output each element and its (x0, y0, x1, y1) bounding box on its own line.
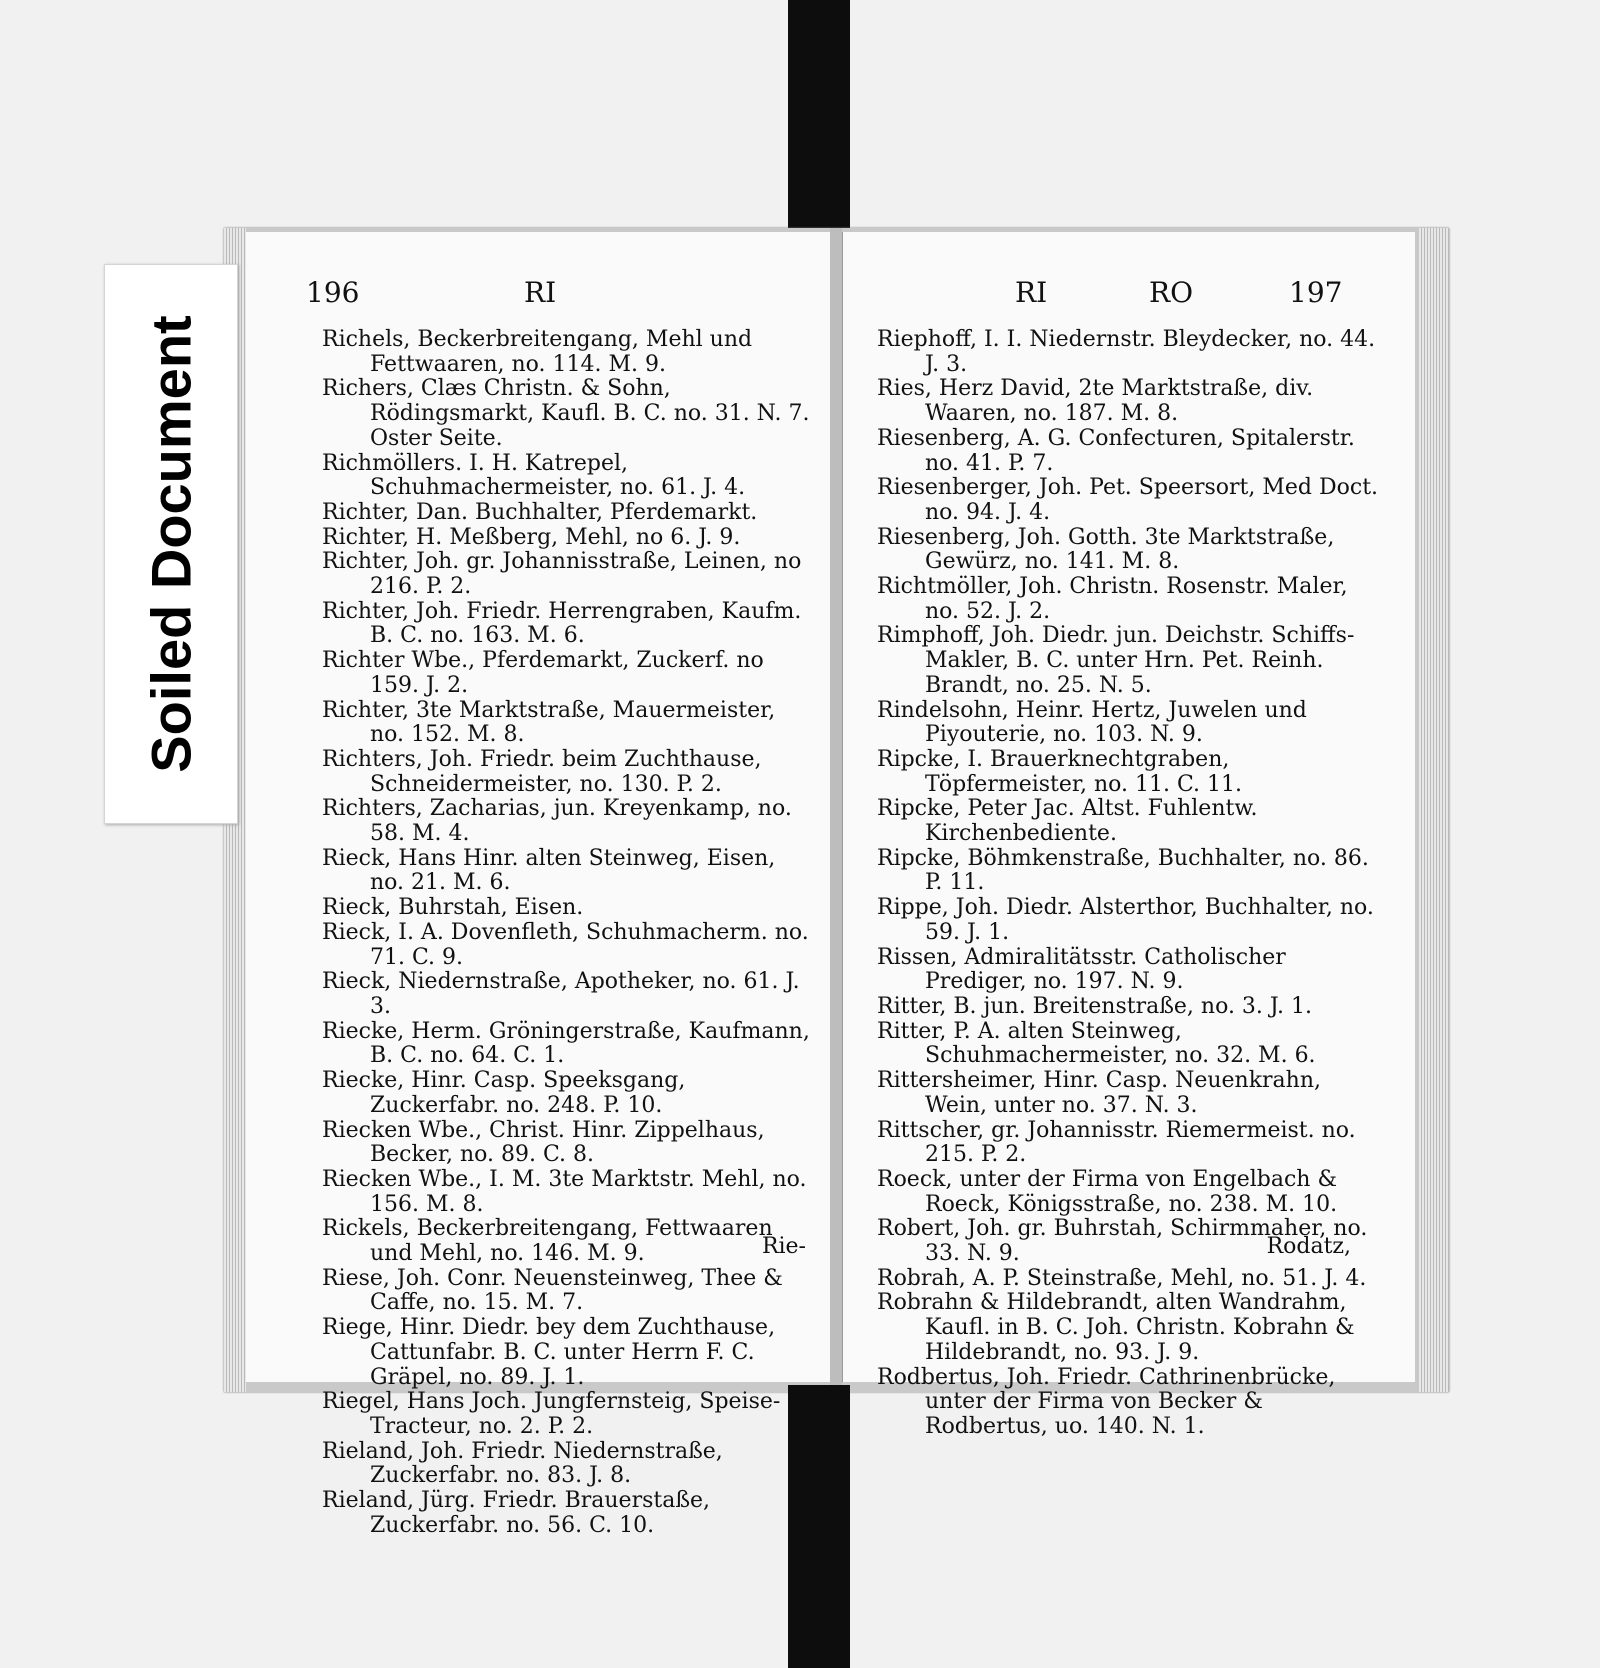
directory-entry: Riecken Wbe., I. M. 3te Marktstr. Mehl, no. 156. M. 8. (322, 1166, 807, 1217)
directory-entry: Rieck, Buhrstah, Eisen. (322, 895, 584, 921)
directory-entry: Rieck, Niedernstraße, Apotheker, no. 61. J. 3. (322, 969, 800, 1019)
directory-entry: Richtmöller, Joh. Christn. Rosenstr. Maler, no. 52. J. 2. (877, 574, 1348, 624)
right-page (842, 232, 1415, 1439)
directory-entry: Riesenberg, A. G. Confecturen, Spitalerstr. no. 41. P. 7. (877, 425, 1355, 476)
directory-entry: Ripcke, I. Brauerknechtgraben, Töpfermeister, no. 11. C. 11. (877, 746, 1243, 797)
directory-entry: Rieck, Hans Hinr. alten Steinweg, Eisen, no. 21. M. 6. (322, 845, 776, 896)
directory-entry: Richter, H. Meßberg, Mehl, no 6. J. 9. (322, 524, 741, 550)
directory-entry: Richters, Joh. Friedr. beim Zuchthause, Schneidermeister, no. 130. P. 2. (322, 746, 762, 797)
directory-entry: Richels, Beckerbreitengang, Mehl und Fettwaaren, no. 114. M. 9. (322, 327, 753, 377)
directory-entry: Rickels, Beckerbreitengang, Fettwaaren und Mehl, no. 146. M. 9. (322, 1216, 773, 1267)
bookmark-ribbon-bottom (788, 1385, 850, 1668)
directory-entry: Richters, Zacharias, jun. Kreyenkamp, no. 58. M. 4. (322, 796, 792, 847)
directory-entry: Riesenberg, Joh. Gotth. 3te Marktstraße, Gewürz, no. 141. M. 8. (877, 524, 1335, 575)
directory-entry: Rittscher, gr. Johannisstr. Riemermeist. no. 215. P. 2. (877, 1117, 1356, 1168)
directory-entry: Rindelsohn, Heinr. Hertz, Juwelen und Piyouterie, no. 103. N. 9. (877, 697, 1307, 748)
directory-entry: Ritter, B. jun. Breitenstraße, no. 3. J. 1. (877, 993, 1313, 1019)
directory-entry: Robert, Joh. gr. Buhrstah, Schirmmaher, no. 33. N. 9. (877, 1216, 1368, 1267)
directory-entry: Riecke, Herm. Gröningerstraße, Kaufmann, B. C. no. 64. C. 1. (322, 1018, 810, 1069)
directory-entry: Riege, Hinr. Diedr. bey dem Zuchthause, Cattunfabr. B. C. unter Herrn F. C. Gräpel, no. 89. J. 1. (322, 1315, 776, 1390)
directory-entry: Ripcke, Peter Jac. Altst. Fuhlentw. Kirchenbediente. (877, 796, 1258, 847)
left-page-number: 196 (306, 276, 360, 309)
directory-entry: Riegel, Hans Joch. Jungfernsteig, Speise-Tracteur, no. 2. P. 2. (322, 1389, 781, 1439)
right-page-edges (1419, 228, 1449, 1392)
directory-entry: Riesenberger, Joh. Pet. Speersort, Med Doct. no. 94. J. 4. (877, 475, 1379, 525)
right-running-head (843, 276, 1415, 312)
left-running-head (246, 276, 830, 312)
left-catchword: Rie- (761, 1234, 806, 1259)
directory-entry: Rieland, Joh. Friedr. Niedernstraße, Zuckerfabr. no. 83. J. 8. (322, 1438, 723, 1489)
directory-entry: Robrahn & Hildebrandt, alten Wandrahm, Kaufl. in B. C. Joh. Christn. Kobrahn & Hildebrandt, no. 93. J. 9. (877, 1290, 1355, 1365)
open-book (224, 228, 1449, 1538)
book-gutter (830, 228, 842, 1392)
directory-entry: Richmöllers. I. H. Katrepel, Schuhmachermeister, no. 61. J. 4. (322, 450, 746, 501)
directory-entry: Richter, Dan. Buchhalter, Pferdemarkt. (322, 499, 758, 525)
condition-label-tab (104, 264, 238, 824)
directory-entry: Rimphoff, Joh. Diedr. jun. Deichstr. Schiffs-Makler, B. C. unter Hrn. Pet. Reinh. Brandt, no. 25. N. 5. (877, 623, 1355, 698)
directory-entry: Ries, Herz David, 2te Marktstraße, div. Waaren, no. 187. M. 8. (877, 376, 1314, 427)
directory-entry: Rieland, Jürg. Friedr. Brauerstaße, Zuckerfabr. no. 56. C. 10. (322, 1488, 711, 1538)
right-entry-list (877, 328, 1387, 1440)
right-running-title-right: RO (1149, 276, 1194, 309)
condition-label: Soiled Document (139, 315, 203, 773)
directory-entry: Robrah, A. P. Steinstraße, Mehl, no. 51. J. 4. (877, 1265, 1367, 1291)
right-page-number: 197 (1289, 276, 1343, 309)
directory-entry: Riese, Joh. Conr. Neuensteinweg, Thee & Caffe, no. 15. M. 7. (322, 1265, 783, 1316)
directory-entry: Richter Wbe., Pferdemarkt, Zuckerf. no 159. J. 2. (322, 648, 764, 698)
directory-entry: Rodbertus, Joh. Friedr. Cathrinenbrücke, unter der Firma von Becker & Rodbertus, uo. 140. N. 1. (877, 1364, 1336, 1439)
directory-entry: Riecken Wbe., Christ. Hinr. Zippelhaus, Becker, no. 89. C. 8. (322, 1117, 765, 1168)
directory-entry: Rieck, I. A. Dovenfleth, Schuhmacherm. no. 71. C. 9. (322, 919, 809, 970)
left-running-title: RI (524, 276, 557, 309)
directory-entry: Richter, 3te Marktstraße, Mauermeister, no. 152. M. 8. (322, 697, 776, 748)
directory-entry: Riecke, Hinr. Casp. Speeksgang, Zuckerfabr. no. 248. P. 10. (322, 1068, 686, 1118)
directory-entry: Richers, Clæs Christn. & Sohn, Rödingsmarkt, Kaufl. B. C. no. 31. N. 7. Oster Seite. (322, 376, 810, 451)
directory-entry: Rissen, Admiralitätsstr. Catholischer Prediger, no. 197. N. 9. (877, 944, 1286, 995)
bookmark-ribbon-top (788, 0, 850, 240)
directory-entry: Rittersheimer, Hinr. Casp. Neuenkrahn, Wein, unter no. 37. N. 3. (877, 1068, 1322, 1118)
directory-entry: Rippe, Joh. Diedr. Alsterthor, Buchhalter, no. 59. J. 1. (877, 895, 1374, 945)
left-page (246, 232, 831, 1538)
directory-entry: Riephoff, I. I. Niedernstr. Bleydecker, no. 44. J. 3. (877, 327, 1376, 377)
directory-entry: Ripcke, Böhmkenstraße, Buchhalter, no. 86. P. 11. (877, 845, 1369, 896)
directory-entry: Richter, Joh. gr. Johannisstraße, Leinen, no 216. P. 2. (322, 549, 802, 600)
directory-entry: Roeck, unter der Firma von Engelbach & Roeck, Königsstraße, no. 238. M. 10. (877, 1166, 1338, 1217)
right-running-title-left: RI (1015, 276, 1048, 309)
directory-entry: Ritter, P. A. alten Steinweg, Schuhmachermeister, no. 32. M. 6. (877, 1018, 1316, 1069)
right-catchword: Rodatz, (1266, 1234, 1351, 1259)
left-entry-list (322, 328, 812, 1538)
directory-entry: Richter, Joh. Friedr. Herrengraben, Kaufm. B. C. no. 163. M. 6. (322, 598, 802, 649)
